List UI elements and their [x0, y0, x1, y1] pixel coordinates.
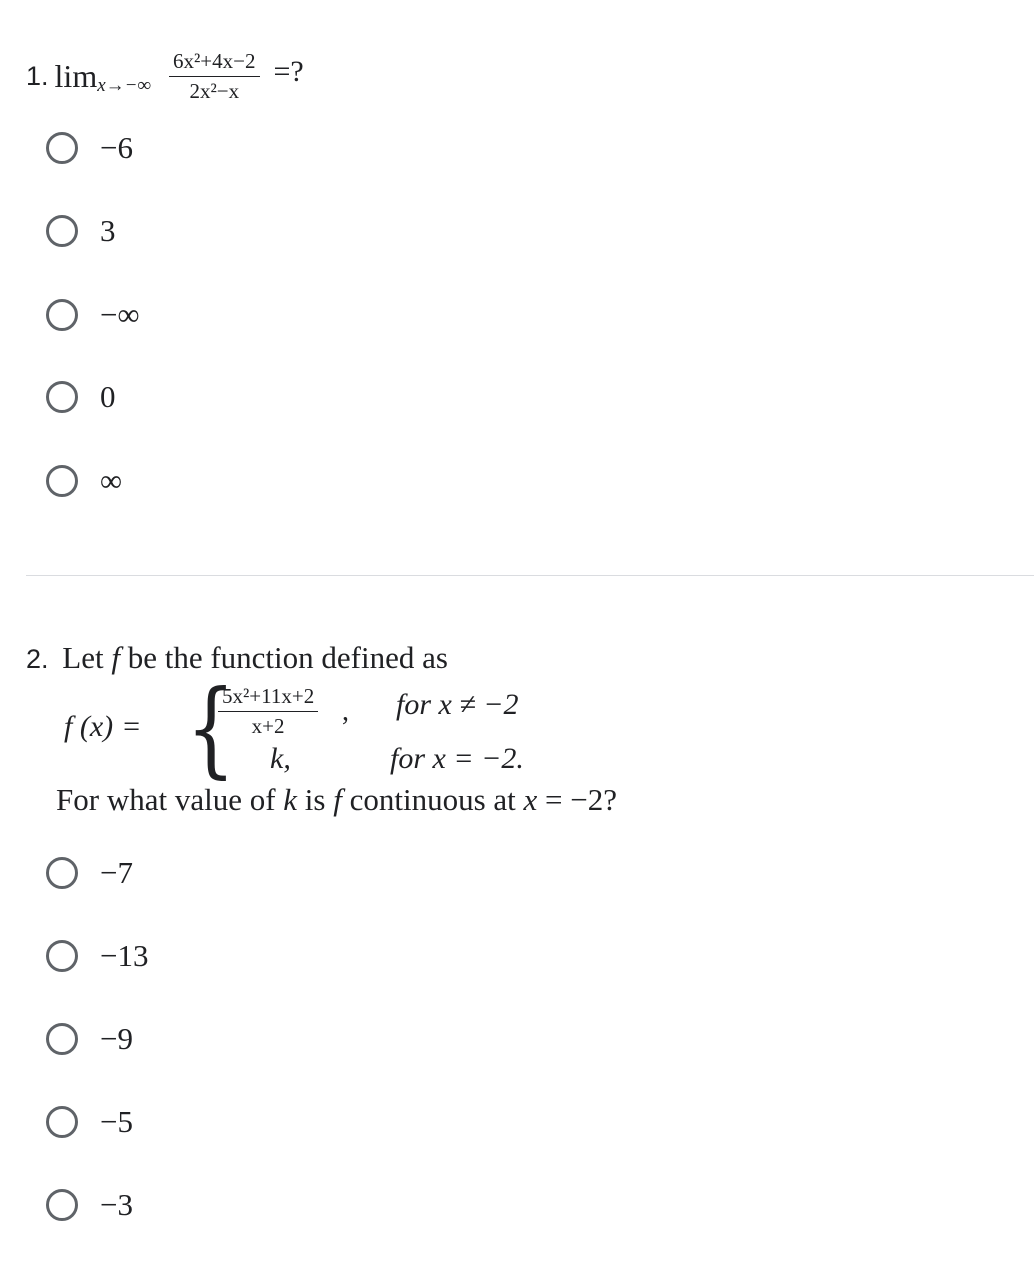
q2-option-2[interactable]	[46, 934, 148, 978]
question-1-prompt	[26, 46, 304, 106]
radio-icon[interactable]	[46, 1106, 78, 1138]
radio-icon[interactable]	[46, 857, 78, 889]
option-label: −5	[100, 1104, 133, 1139]
radio-icon[interactable]	[46, 215, 78, 247]
case-1-denominator: x+2	[251, 714, 285, 738]
case-2-condition: for x = −2.	[390, 742, 524, 775]
function-lhs	[64, 710, 140, 744]
question-1-tail: =?	[273, 55, 304, 88]
option-label: −3	[100, 1187, 133, 1222]
question-divider	[26, 575, 1034, 576]
equals-sign: =	[123, 710, 141, 743]
radio-icon[interactable]	[46, 465, 78, 497]
question-2-ask	[56, 782, 617, 818]
option-label: ∞	[100, 463, 123, 498]
q1-option-2[interactable]	[46, 209, 116, 253]
intro-f: f	[111, 640, 120, 675]
question-2-number: 2.	[26, 644, 49, 674]
radio-icon[interactable]	[46, 940, 78, 972]
intro-text-pre: Let	[62, 640, 112, 675]
ask-post: continuous at	[341, 782, 524, 817]
fraction-denominator: 2x²−x	[189, 78, 240, 103]
option-label: −6	[100, 130, 133, 165]
radio-icon[interactable]	[46, 381, 78, 413]
option-label: 0	[100, 379, 116, 414]
radio-icon[interactable]	[46, 299, 78, 331]
ask-mid: is	[297, 782, 334, 817]
fraction-numerator: 6x²+4x−2	[169, 49, 259, 77]
limit-operator: lim	[54, 57, 98, 94]
q1-option-5[interactable]	[46, 459, 122, 503]
ask-k: k	[283, 782, 298, 817]
radio-icon[interactable]	[46, 1189, 78, 1221]
case-2-value: k,	[270, 742, 291, 775]
option-label: 3	[100, 213, 116, 248]
option-label: −13	[100, 938, 149, 973]
limit-fraction	[169, 49, 259, 104]
intro-text-post: be the function defined as	[119, 640, 448, 675]
radio-icon[interactable]	[46, 132, 78, 164]
q1-option-1[interactable]	[46, 126, 133, 170]
function-name: f (x)	[64, 710, 114, 743]
case-1-comma: ,	[342, 696, 349, 727]
case-1-condition: for x ≠ −2	[396, 688, 519, 721]
q2-option-4[interactable]	[46, 1100, 133, 1144]
ask-x: x	[523, 782, 538, 817]
q2-option-3[interactable]	[46, 1017, 133, 1061]
question-1-number: 1.	[26, 60, 49, 91]
q2-option-1[interactable]	[46, 851, 133, 895]
option-label: −∞	[100, 297, 140, 332]
piecewise-brace: {	[186, 667, 236, 789]
q1-option-4[interactable]	[46, 375, 116, 419]
radio-icon[interactable]	[46, 1023, 78, 1055]
q2-option-5[interactable]	[46, 1183, 133, 1227]
option-label: −9	[100, 1021, 133, 1056]
limit-subscript: x→−∞	[97, 75, 152, 96]
ask-end: = −2?	[537, 782, 618, 817]
q1-option-3[interactable]	[46, 293, 140, 337]
ask-f: f	[333, 782, 342, 817]
option-label: −7	[100, 855, 133, 890]
case-1-fraction	[218, 684, 318, 739]
case-1-numerator: 5x²+11x+2	[218, 684, 318, 712]
question-2-intro	[26, 640, 448, 676]
ask-pre: For what value of	[56, 782, 284, 817]
